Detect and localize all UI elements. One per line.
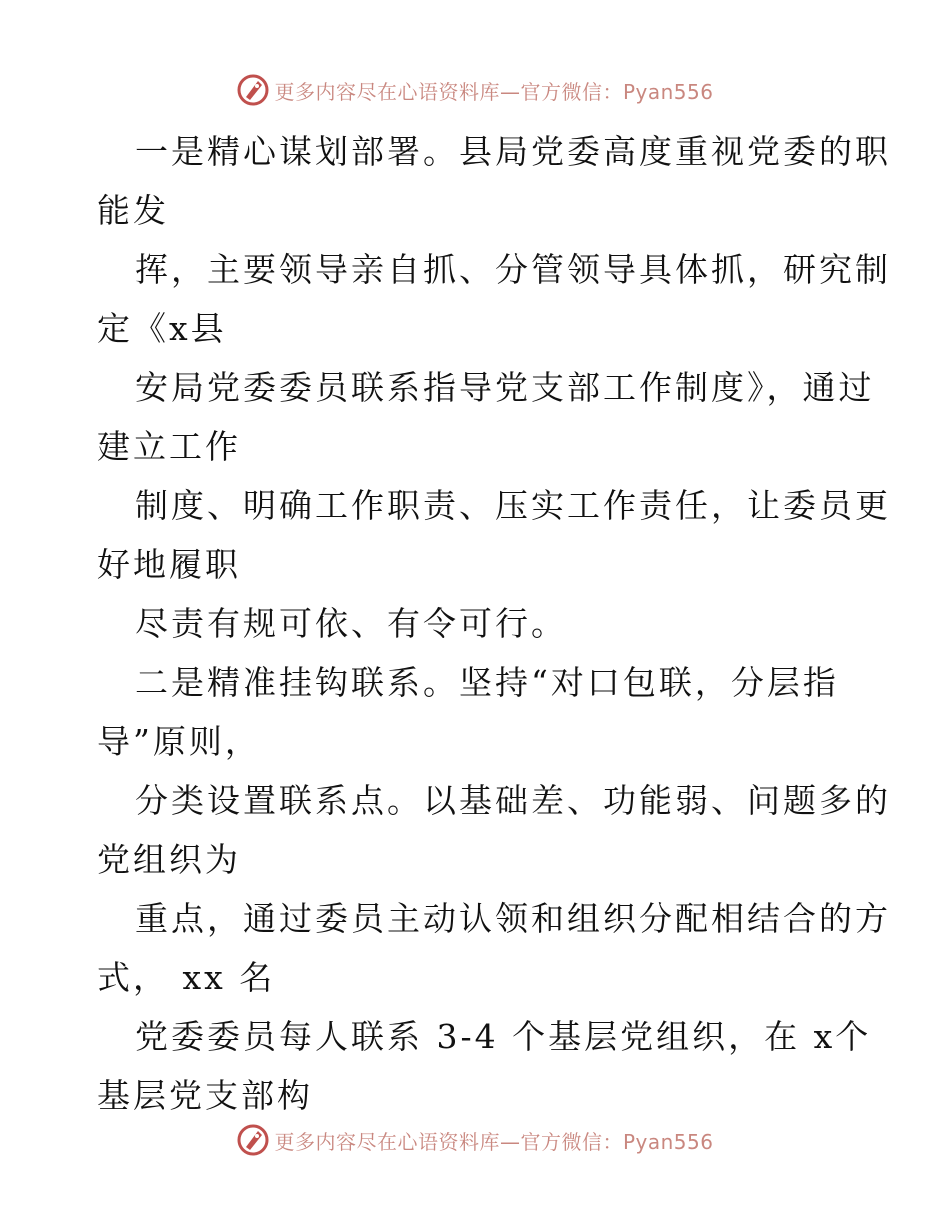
text-line: 挥，主要领导亲自抓、分管领导具体抓，研究制: [135, 250, 891, 289]
text-line: 好地履职: [97, 545, 241, 584]
text-line: 党组织为: [97, 840, 241, 879]
footer-banner-text: 更多内容尽在心语资料库—官方微信：Pyan556: [274, 1129, 714, 1154]
document-body: [97, 122, 891, 1125]
text-line: 式， xx 名: [97, 958, 276, 997]
pen-nib-logo-icon: [236, 73, 270, 107]
header-banner: [0, 70, 950, 110]
text-line: 尽责有规可依、有令可行。: [135, 604, 567, 643]
text-line: 一是精心谋划部署。县局党委高度重视党委的职: [135, 132, 891, 171]
text-line: 分类设置联系点。以基础差、功能弱、问题多的: [135, 781, 891, 820]
text-line: 二是精准挂钩联系。坚持“对口包联，分层指: [135, 663, 839, 702]
text-line: 重点，通过委员主动认领和组织分配相结合的方: [135, 899, 891, 938]
pen-nib-logo-icon: [236, 1123, 270, 1157]
text-line: 导”原则，: [97, 722, 261, 761]
header-banner-text: 更多内容尽在心语资料库—官方微信：Pyan556: [274, 79, 714, 104]
text-line: 基层党支部构: [97, 1076, 313, 1115]
text-line: 能发: [97, 191, 169, 230]
footer-banner: [0, 1120, 950, 1160]
text-line: 定《x县: [97, 309, 227, 348]
text-line: 党委委员每人联系 3-4 个基层党组织，在 x个: [135, 1017, 872, 1056]
text-line: 制度、明确工作职责、压实工作责任，让委员更: [135, 486, 891, 525]
text-line: 建立工作: [97, 427, 241, 466]
text-line: 安局党委委员联系指导党支部工作制度》，通过: [135, 368, 875, 407]
